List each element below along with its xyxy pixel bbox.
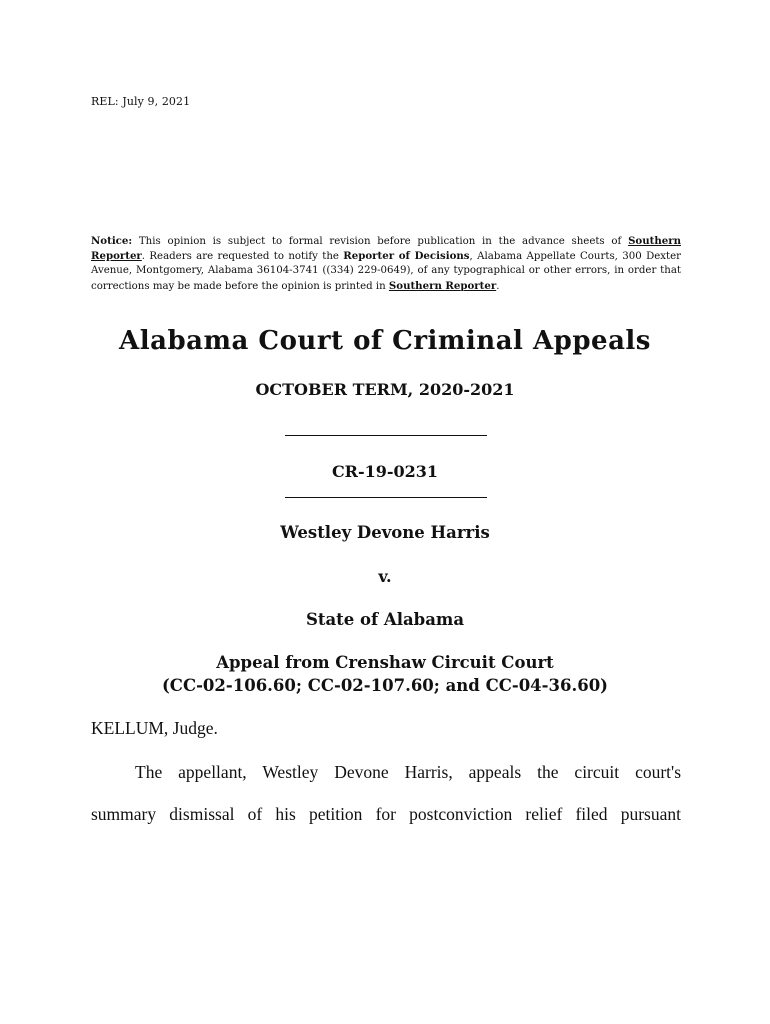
notice-text-4: . [496,280,500,292]
release-date: REL: July 9, 2021 [91,95,191,108]
circuit-case-numbers: (CC-02-106.60; CC-02-107.60; and CC-04-36.60) [162,676,608,695]
appellee-name: State of Alabama [305,610,465,629]
opinion-text-line: summary dismissal of his petition for postconviction relief filed pursuant [91,804,681,824]
judge-line: KELLUM, Judge. [91,718,218,738]
divider-bottom [285,497,487,498]
divider-top [285,435,487,436]
versus: v. [378,567,392,586]
appeal-from: Appeal from Crenshaw Circuit Court [216,653,554,672]
court-name: Alabama Court of Criminal Appeals [119,326,651,356]
notice-label: Notice: [91,235,133,247]
southern-reporter-ref-1: Southern Reporter [91,235,681,263]
notice-paragraph [91,234,681,294]
southern-reporter-ref-2: Southern Reporter [388,279,497,292]
court-term: OCTOBER TERM, 2020-2021 [255,380,515,399]
appellant-name: Westley Devone Harris [280,523,490,542]
notice-text-1: This opinion is subject to formal revision before publication in the advance sheets of [132,236,629,247]
notice-text-3: , Alabama Appellate Courts, 300 Dexter Avenue, Montgomery, Alabama 36104-3741 ((334) 229-0649), of any typographical or other errors, in order that corrections may be made before the opinion is printed in [91,251,682,292]
opinion-text-line: The appellant, Westley Devone Harris, appeals the circuit court's [135,762,681,782]
case-number: CR-19-0231 [331,462,439,481]
notice-text-2: . Readers are requested to notify the [141,251,344,263]
reporter-of-decisions: Reporter of Decisions [343,250,470,263]
